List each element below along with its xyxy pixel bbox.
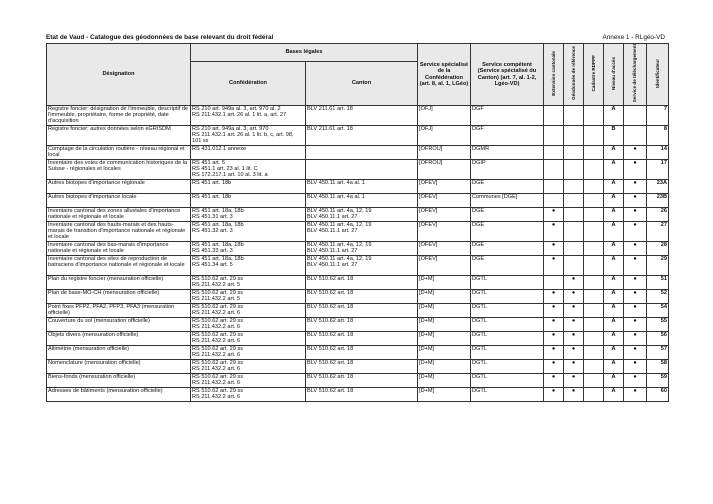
access-level-cell: A bbox=[604, 374, 624, 388]
canton-law-cell: BLV 510.62 art. 18 bbox=[306, 374, 418, 388]
download-service-mark: ● bbox=[624, 360, 647, 374]
service-confederation-cell: [OFJ] bbox=[418, 126, 471, 146]
reference-geodata-mark bbox=[564, 126, 584, 146]
cadastre-mark bbox=[584, 180, 604, 194]
designation-cell: Plan de base-MO-CH (mensuration officielle) bbox=[47, 290, 191, 304]
reference-geodata-mark bbox=[564, 146, 584, 160]
access-level-cell: A bbox=[604, 290, 624, 304]
confederation-law-cell: RS 451 art. 18a, 18b RS 451.34 art. 5 bbox=[191, 256, 306, 276]
service-canton-cell: DGF bbox=[471, 126, 544, 146]
designation-cell: Registre foncier: autres données selon eGRISDM bbox=[47, 126, 191, 146]
table-row bbox=[47, 256, 669, 276]
download-service-mark: ● bbox=[624, 160, 647, 180]
confederation-law-cell: RS 451 art. 5 RS 451.1 art. 23 al. 1 lit. C RS 172.217.1 art. 10 al. 3 lit. a bbox=[191, 160, 306, 180]
table-row bbox=[47, 360, 669, 374]
service-canton-cell: DGTL bbox=[471, 276, 544, 290]
service-confederation-cell: [D+M] bbox=[418, 346, 471, 360]
confederation-law-cell: RS 510.62 art. 29 ss RS 211.432.2 art. 6 bbox=[191, 346, 306, 360]
col-header-identifier: Identificateur bbox=[647, 44, 669, 106]
table-row bbox=[47, 180, 669, 194]
table-row bbox=[47, 222, 669, 242]
service-canton-cell: DGTL bbox=[471, 318, 544, 332]
extension-mark: ● bbox=[544, 360, 564, 374]
canton-law-cell: BLV 450.11 art. 4a, 12, 19 BLV 450.11.1 art. 27 bbox=[306, 242, 418, 256]
table-row bbox=[47, 388, 669, 402]
designation-cell: Autres biotopes d'importance locale bbox=[47, 194, 191, 208]
identifier-cell: 59 bbox=[647, 374, 669, 388]
extension-mark bbox=[544, 126, 564, 146]
canton-law-cell: BLV 510.62 art. 18 bbox=[306, 388, 418, 402]
download-service-mark: ● bbox=[624, 290, 647, 304]
download-service-mark: ● bbox=[624, 222, 647, 242]
reference-geodata-mark: ● bbox=[564, 318, 584, 332]
cadastre-mark bbox=[584, 290, 604, 304]
col-header-access-level: Niveau d'accès bbox=[604, 44, 624, 106]
service-confederation-cell: [OFROU] bbox=[418, 146, 471, 160]
download-service-mark: ● bbox=[624, 388, 647, 402]
service-confederation-cell: [OFEV] bbox=[418, 180, 471, 194]
service-canton-cell: DGTL bbox=[471, 388, 544, 402]
extension-mark bbox=[544, 146, 564, 160]
confederation-law-cell: RS 510.62 art. 29 ss RS 211.432.2 art. 6 bbox=[191, 332, 306, 346]
designation-cell: Inventaire cantonal des hauts-marais et des hauts-marais de transition d'importance nationale et régionale et locale bbox=[47, 222, 191, 242]
service-canton-cell: DGTL bbox=[471, 304, 544, 318]
reference-geodata-mark: ● bbox=[564, 304, 584, 318]
designation-cell: Autres biotopes d'importance régionale bbox=[47, 180, 191, 194]
extension-mark: ● bbox=[544, 222, 564, 242]
confederation-law-cell: RS 510.62 art. 29 ss RS 211.432.2 art. 6 bbox=[191, 388, 306, 402]
service-canton-cell: DGTL bbox=[471, 360, 544, 374]
service-canton-cell: DGIP bbox=[471, 160, 544, 180]
service-canton-cell: DGE bbox=[471, 222, 544, 242]
table-row bbox=[47, 146, 669, 160]
identifier-cell: 56 bbox=[647, 332, 669, 346]
service-confederation-cell: [OFEV] bbox=[418, 194, 471, 208]
service-confederation-cell: [OFROU] bbox=[418, 160, 471, 180]
reference-geodata-mark bbox=[564, 256, 584, 276]
reference-geodata-mark: ● bbox=[564, 374, 584, 388]
canton-law-cell bbox=[306, 146, 418, 160]
canton-law-cell: BLV 510.62 art. 18 bbox=[306, 290, 418, 304]
identifier-cell: 29 bbox=[647, 256, 669, 276]
service-confederation-cell: [D+M] bbox=[418, 360, 471, 374]
extension-mark: ● bbox=[544, 304, 564, 318]
canton-law-cell: BLV 450.11 art. 4a al. 1 bbox=[306, 180, 418, 194]
identifier-cell: 7 bbox=[647, 106, 669, 126]
download-service-mark bbox=[624, 106, 647, 126]
identifier-cell: 23A bbox=[647, 180, 669, 194]
identifier-cell: 57 bbox=[647, 346, 669, 360]
col-header-canton: Canton bbox=[306, 62, 418, 106]
col-header-legal-bases: Bases légales bbox=[191, 44, 418, 62]
col-header-cadastre: Cadastre RDPPF bbox=[584, 44, 604, 106]
service-confederation-cell: [OFEV] bbox=[418, 222, 471, 242]
table-row bbox=[47, 318, 669, 332]
extension-mark: ● bbox=[544, 256, 564, 276]
extension-mark: ● bbox=[544, 318, 564, 332]
canton-law-cell: BLV 450.11 art. 4a, 12, 19 BLV 450.11.1 art. 27 bbox=[306, 208, 418, 222]
cadastre-mark bbox=[584, 126, 604, 146]
reference-geodata-mark bbox=[564, 208, 584, 222]
extension-mark: ● bbox=[544, 332, 564, 346]
cadastre-mark bbox=[584, 194, 604, 208]
geodata-catalogue-table bbox=[46, 43, 669, 402]
access-level-cell: A bbox=[604, 304, 624, 318]
download-service-mark: ● bbox=[624, 346, 647, 360]
download-service-mark: ● bbox=[624, 180, 647, 194]
extension-mark bbox=[544, 160, 564, 180]
reference-geodata-mark: ● bbox=[564, 360, 584, 374]
designation-cell: Nomenclature (mensuration officielle) bbox=[47, 360, 191, 374]
canton-law-cell: BLV 510.62 art. 18 bbox=[306, 304, 418, 318]
access-level-cell: A bbox=[604, 194, 624, 208]
download-service-mark: ● bbox=[624, 276, 647, 290]
cadastre-mark bbox=[584, 222, 604, 242]
designation-cell: Inventaire cantonal des bas-marais d'importance nationale et régionale et locale bbox=[47, 242, 191, 256]
cadastre-mark bbox=[584, 256, 604, 276]
table-row bbox=[47, 276, 669, 290]
designation-cell: Altimétrie (mensuration officielle) bbox=[47, 346, 191, 360]
download-service-mark: ● bbox=[624, 318, 647, 332]
service-confederation-cell: [D+M] bbox=[418, 374, 471, 388]
service-canton-cell: DGE bbox=[471, 256, 544, 276]
canton-law-cell: BLV 450.11 art. 4a, 12, 19 BLV 450.11.1 art. 27 bbox=[306, 222, 418, 242]
cadastre-mark bbox=[584, 304, 604, 318]
cadastre-mark bbox=[584, 346, 604, 360]
col-header-designation: Désignation bbox=[47, 44, 191, 106]
cadastre-mark bbox=[584, 106, 604, 126]
table-row bbox=[47, 374, 669, 388]
cadastre-mark bbox=[584, 332, 604, 346]
access-level-cell: A bbox=[604, 346, 624, 360]
service-canton-cell: DGTL bbox=[471, 346, 544, 360]
designation-cell: Point fixes PFP2, PFA2, PFP3, PFA3 (mensuration officielle) bbox=[47, 304, 191, 318]
canton-law-cell: BLV 211.61 art. 18 bbox=[306, 126, 418, 146]
service-canton-cell: DGTL bbox=[471, 332, 544, 346]
service-confederation-cell: [OFEV] bbox=[418, 256, 471, 276]
cadastre-mark bbox=[584, 360, 604, 374]
download-service-mark: ● bbox=[624, 194, 647, 208]
cadastre-mark bbox=[584, 208, 604, 222]
col-header-extension: Extension cantonale bbox=[544, 44, 564, 106]
identifier-cell: 8 bbox=[647, 126, 669, 146]
confederation-law-cell: RS 451 art. 18a, 18b RS 451.32 art. 3 bbox=[191, 222, 306, 242]
access-level-cell: A bbox=[604, 106, 624, 126]
cadastre-mark bbox=[584, 160, 604, 180]
confederation-law-cell: RS 210 art. 949a al. 3, art. 970 al. 2 RS 211.432.1 art. 26 al. 1 lit. a, art. 27 bbox=[191, 106, 306, 126]
identifier-cell: 54 bbox=[647, 304, 669, 318]
canton-law-cell bbox=[306, 160, 418, 180]
extension-mark bbox=[544, 106, 564, 126]
service-confederation-cell: [D+M] bbox=[418, 388, 471, 402]
canton-law-cell: BLV 450.11 art. 4a al. 1 bbox=[306, 194, 418, 208]
confederation-law-cell: RS 451 art. 18a, 18b RS 451.31 art. 3 bbox=[191, 208, 306, 222]
service-confederation-cell: [OFEV] bbox=[418, 242, 471, 256]
service-confederation-cell: [D+M] bbox=[418, 318, 471, 332]
annex-label: Annexe 1 - RLgéo-VD bbox=[602, 34, 665, 41]
table-row bbox=[47, 346, 669, 360]
download-service-mark: ● bbox=[624, 304, 647, 318]
identifier-cell: 58 bbox=[647, 360, 669, 374]
cadastre-mark bbox=[584, 242, 604, 256]
col-header-confederation: Confédération bbox=[191, 62, 306, 106]
download-service-mark: ● bbox=[624, 374, 647, 388]
table-row bbox=[47, 242, 669, 256]
confederation-law-cell: RS 510.62 art. 29 ss RS 211.432.2 art. 6 bbox=[191, 304, 306, 318]
download-service-mark: ● bbox=[624, 256, 647, 276]
service-canton-cell: DGE bbox=[471, 208, 544, 222]
cadastre-mark bbox=[584, 388, 604, 402]
service-confederation-cell: [D+M] bbox=[418, 304, 471, 318]
reference-geodata-mark: ● bbox=[564, 346, 584, 360]
download-service-mark bbox=[624, 126, 647, 146]
extension-mark bbox=[544, 276, 564, 290]
table-row bbox=[47, 208, 669, 222]
access-level-cell: A bbox=[604, 388, 624, 402]
identifier-cell: 17 bbox=[647, 160, 669, 180]
identifier-cell: 51 bbox=[647, 276, 669, 290]
designation-cell: Comptage de la circulation routière - réseau régional et local bbox=[47, 146, 191, 160]
extension-mark: ● bbox=[544, 346, 564, 360]
canton-law-cell: BLV 510.62 art. 18 bbox=[306, 318, 418, 332]
extension-mark bbox=[544, 180, 564, 194]
table-row bbox=[47, 160, 669, 180]
access-level-cell: A bbox=[604, 318, 624, 332]
extension-mark: ● bbox=[544, 388, 564, 402]
reference-geodata-mark bbox=[564, 222, 584, 242]
service-canton-cell: DGMR bbox=[471, 146, 544, 160]
table-row bbox=[47, 194, 669, 208]
confederation-law-cell: RS 510.62 art. 29 ss RS 211.432.2 art. 5 bbox=[191, 276, 306, 290]
access-level-cell: A bbox=[604, 208, 624, 222]
service-canton-cell: Communes [DGE] bbox=[471, 194, 544, 208]
reference-geodata-mark bbox=[564, 160, 584, 180]
table-row bbox=[47, 126, 669, 146]
cadastre-mark bbox=[584, 374, 604, 388]
reference-geodata-mark: ● bbox=[564, 276, 584, 290]
confederation-law-cell: RS 451 art. 18b bbox=[191, 180, 306, 194]
identifier-cell: 52 bbox=[647, 290, 669, 304]
table-row bbox=[47, 106, 669, 126]
designation-cell: Registre foncier: désignation de l'immeuble, descriptif de l'immeuble, propriétaire, forme de propriété, date d'acquisition bbox=[47, 106, 191, 126]
reference-geodata-mark bbox=[564, 106, 584, 126]
access-level-cell: A bbox=[604, 256, 624, 276]
designation-cell: Couverture du sol (mensuration officielle) bbox=[47, 318, 191, 332]
document-title: Etat de Vaud - Catalogue des géodonnées de base relevant du droit fédéral bbox=[46, 34, 274, 41]
canton-law-cell: BLV 510.62 art. 18 bbox=[306, 276, 418, 290]
download-service-mark: ● bbox=[624, 332, 647, 346]
service-canton-cell: DGF bbox=[471, 106, 544, 126]
extension-mark: ● bbox=[544, 290, 564, 304]
confederation-law-cell: RS 451 art. 18b bbox=[191, 194, 306, 208]
confederation-law-cell: RS 510.62 art. 29 ss RS 211.432.2 art. 6 bbox=[191, 360, 306, 374]
identifier-cell: 28 bbox=[647, 242, 669, 256]
canton-law-cell: BLV 450.11 art. 4a, 12, 19 BLV 450.11.1 art. 27 bbox=[306, 256, 418, 276]
reference-geodata-mark bbox=[564, 180, 584, 194]
col-header-service-confederation: Service spécialisé de la Confédération (art. 8, al. 1, LGéo) bbox=[418, 44, 471, 106]
identifier-cell: 55 bbox=[647, 318, 669, 332]
designation-cell: Inventaire des voies de communication historiques de la Suisse - régionales et locales bbox=[47, 160, 191, 180]
canton-law-cell: BLV 510.62 art. 18 bbox=[306, 332, 418, 346]
identifier-cell: 26 bbox=[647, 208, 669, 222]
col-header-service-canton: Service compétent (Service spécialisé du Canton) (art. 7, al. 1-2, Lgéo-VD) bbox=[471, 44, 544, 106]
extension-mark: ● bbox=[544, 242, 564, 256]
extension-mark bbox=[544, 194, 564, 208]
confederation-law-cell: RS 510.62 art. 29 ss RS 211.432.2 art. 6 bbox=[191, 374, 306, 388]
identifier-cell: 27 bbox=[647, 222, 669, 242]
designation-cell: Plan du registre foncier (mensuration officielle) bbox=[47, 276, 191, 290]
download-service-mark: ● bbox=[624, 242, 647, 256]
canton-law-cell: BLV 510.62 art. 18 bbox=[306, 360, 418, 374]
download-service-mark: ● bbox=[624, 208, 647, 222]
table-row bbox=[47, 332, 669, 346]
confederation-law-cell: RS 510.62 art. 29 ss RS 211.432.2 art. 5 bbox=[191, 290, 306, 304]
identifier-cell: 23B bbox=[647, 194, 669, 208]
table-row bbox=[47, 304, 669, 318]
access-level-cell: A bbox=[604, 242, 624, 256]
reference-geodata-mark bbox=[564, 242, 584, 256]
reference-geodata-mark: ● bbox=[564, 388, 584, 402]
reference-geodata-mark: ● bbox=[564, 332, 584, 346]
designation-cell: Biens-fonds (mensuration officielle) bbox=[47, 374, 191, 388]
col-header-download-service: Service de téléchargement bbox=[624, 44, 647, 106]
access-level-cell: A bbox=[604, 360, 624, 374]
access-level-cell: A bbox=[604, 332, 624, 346]
designation-cell: Inventaire cantonal des zones alluviales d'importance nationale et régionale et locale bbox=[47, 208, 191, 222]
service-confederation-cell: [OFEV] bbox=[418, 208, 471, 222]
canton-law-cell: BLV 211.61 art. 18 bbox=[306, 106, 418, 126]
service-confederation-cell: [D+M] bbox=[418, 290, 471, 304]
access-level-cell: A bbox=[604, 222, 624, 242]
confederation-law-cell: RS 451 art. 18a, 18b RS 451.33 art. 3 bbox=[191, 242, 306, 256]
col-header-reference-geodata: Géodonnée de référence bbox=[564, 44, 584, 106]
service-confederation-cell: [D+M] bbox=[418, 332, 471, 346]
access-level-cell: A bbox=[604, 160, 624, 180]
confederation-law-cell: RS 210 art. 949a al. 3, art. 970 RS 211.432.1 art. 26 al. 1 lit. b, c, art. 98, 101 ss bbox=[191, 126, 306, 146]
reference-geodata-mark: ● bbox=[564, 290, 584, 304]
confederation-law-cell: RS 431.012.1 annexe bbox=[191, 146, 306, 160]
access-level-cell: A bbox=[604, 180, 624, 194]
confederation-law-cell: RS 510.62 art. 29 ss RS 211.432.2 art. 6 bbox=[191, 318, 306, 332]
reference-geodata-mark bbox=[564, 194, 584, 208]
cadastre-mark bbox=[584, 146, 604, 160]
access-level-cell: A bbox=[604, 276, 624, 290]
table-row bbox=[47, 290, 669, 304]
designation-cell: Adresses de bâtiments (mensuration officielle) bbox=[47, 388, 191, 402]
designation-cell: Inventaire cantonal des sites de reproduction de batraciens d'importance nationale et régionale et locale bbox=[47, 256, 191, 276]
service-canton-cell: DGE bbox=[471, 242, 544, 256]
access-level-cell: A bbox=[604, 146, 624, 160]
cadastre-mark bbox=[584, 276, 604, 290]
designation-cell: Objets divers (mensuration officielle) bbox=[47, 332, 191, 346]
cadastre-mark bbox=[584, 318, 604, 332]
access-level-cell: B bbox=[604, 126, 624, 146]
service-canton-cell: DGTL bbox=[471, 374, 544, 388]
identifier-cell: 60 bbox=[647, 388, 669, 402]
service-confederation-cell: [OFJ] bbox=[418, 106, 471, 126]
service-canton-cell: DGTL bbox=[471, 290, 544, 304]
extension-mark: ● bbox=[544, 374, 564, 388]
service-canton-cell: DGE bbox=[471, 180, 544, 194]
extension-mark: ● bbox=[544, 208, 564, 222]
identifier-cell: 14 bbox=[647, 146, 669, 160]
service-confederation-cell: [D+M] bbox=[418, 276, 471, 290]
canton-law-cell: BLV 510.62 art. 18 bbox=[306, 346, 418, 360]
download-service-mark: ● bbox=[624, 146, 647, 160]
